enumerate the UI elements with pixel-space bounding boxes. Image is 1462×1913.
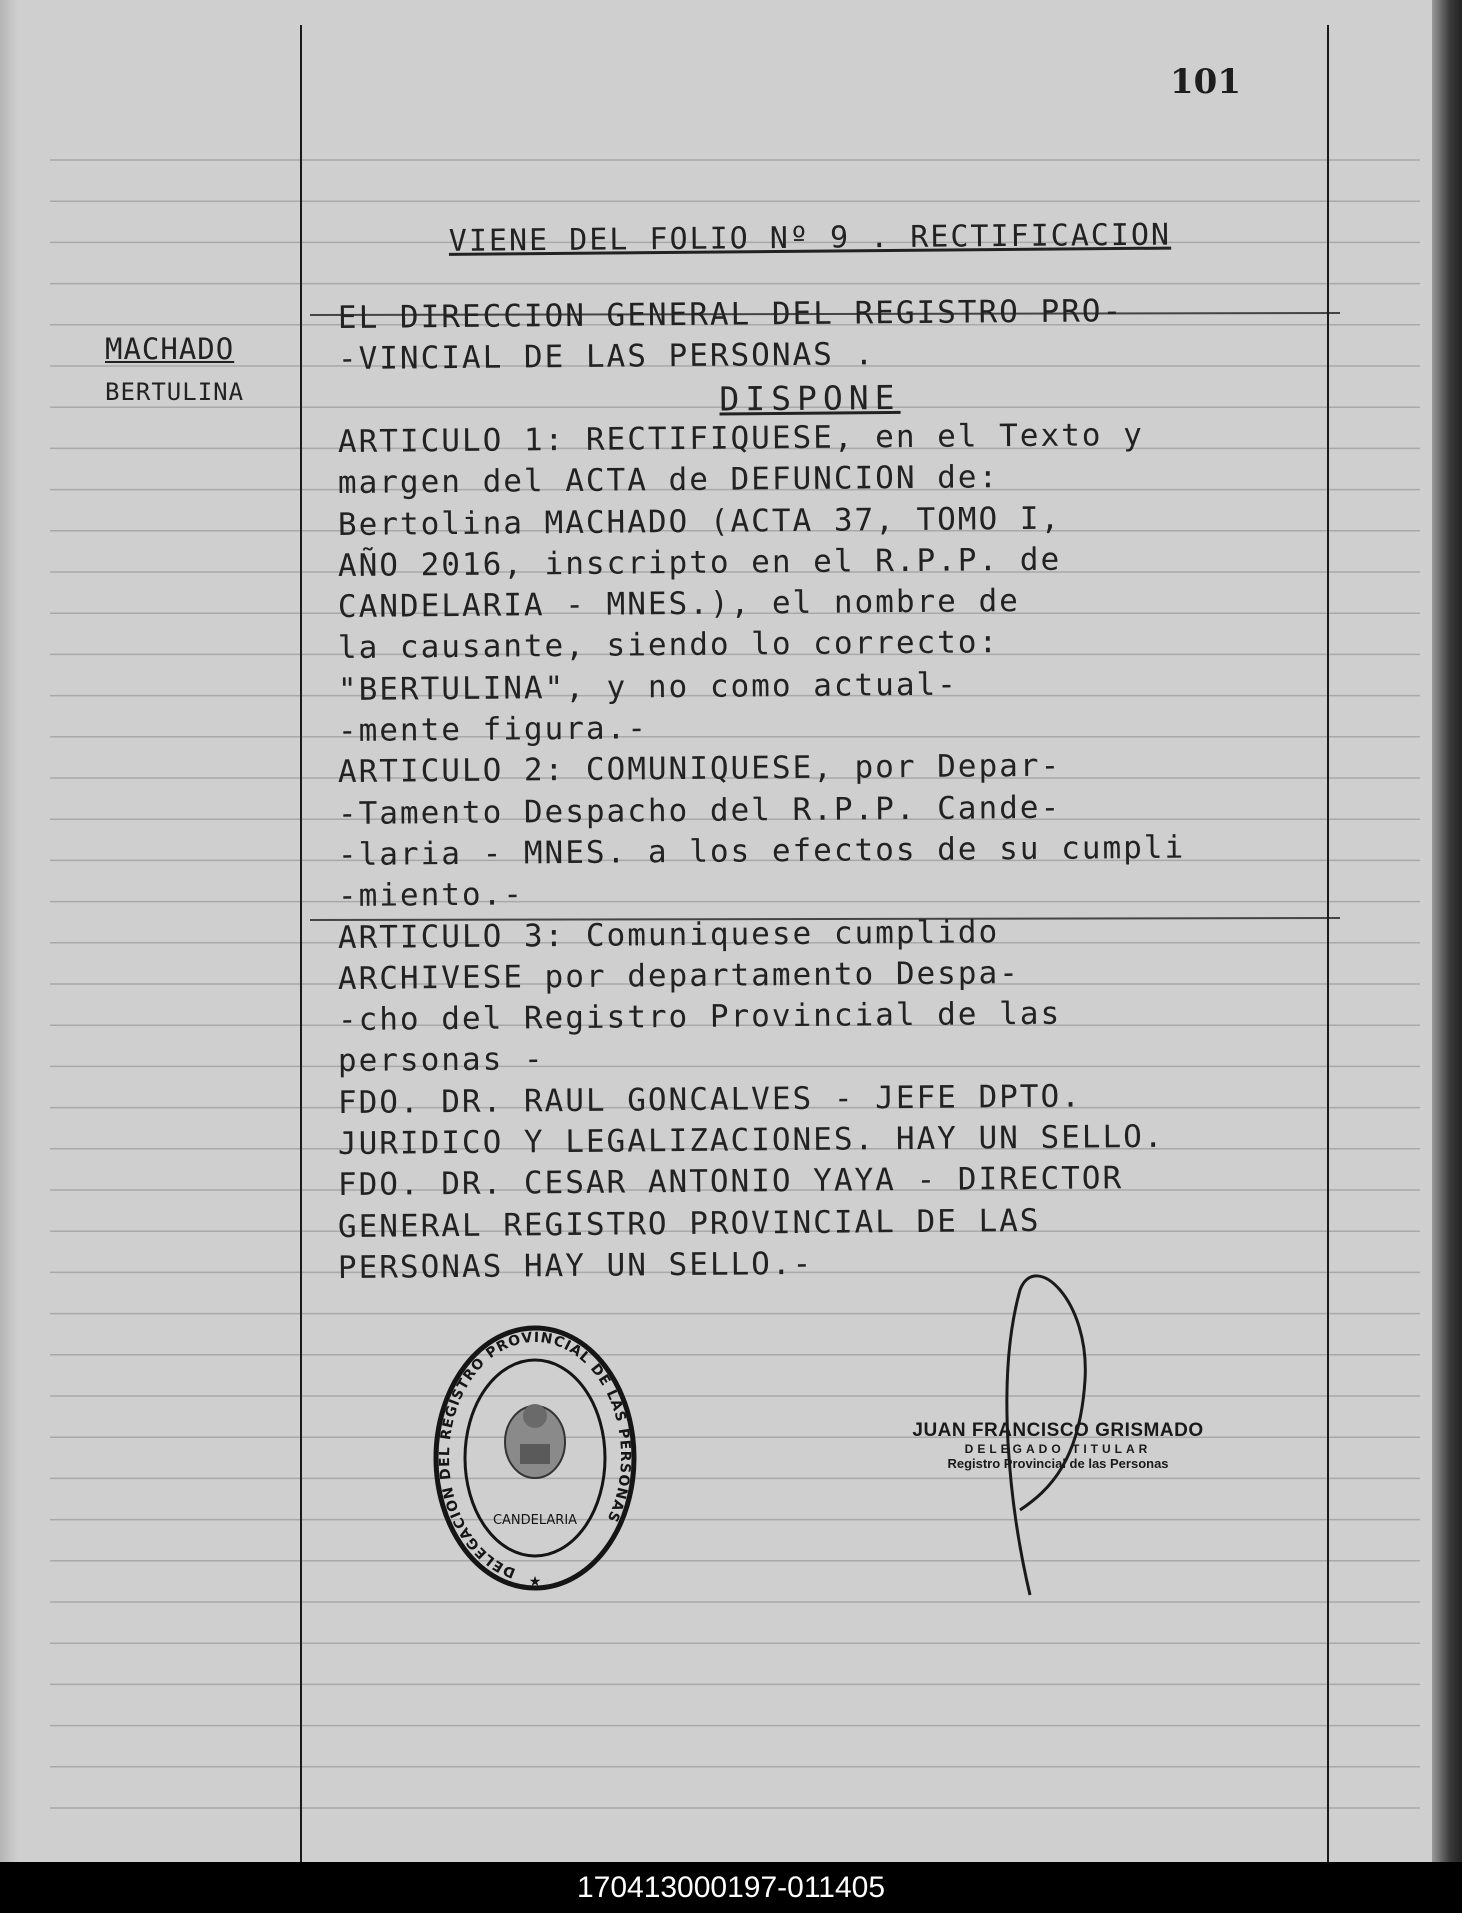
body-line: FDO. DR. RAUL GONCALVES - JEFE DPTO.: [337, 1078, 1082, 1121]
official-seal-stamp: [432, 1324, 638, 1592]
body-line: ARTICULO 1: RECTIFIQUESE, en el Texto y: [337, 416, 1144, 460]
body-line: CANDELARIA - MNES.), el nombre de: [337, 583, 1021, 626]
body-line: -laria - MNES. a los efectos de su cumpli: [337, 829, 1186, 873]
body-line: margen del ACTA de DEFUNCION de:: [337, 459, 1000, 502]
body-line: ARTICULO 3: Comuniquese cumplido: [337, 913, 1000, 956]
coat-of-arms-icon: [505, 1404, 565, 1478]
margin-surname: MACHADO: [105, 332, 235, 366]
seal-outer-text: DELEGACION DEL REGISTRO PROVINCIAL DE LAS PERSONAS: [436, 1329, 634, 1581]
star-icon: ★: [528, 1574, 542, 1590]
body-line: -cho del Registro Provincial de las: [337, 995, 1062, 1039]
body-line: la causante, siendo lo correcto:: [337, 624, 1000, 667]
body-line: -Tamento Despacho del R.P.P. Cande-: [337, 789, 1062, 832]
body-line: AÑO 2016, inscripto en el R.P.P. de: [337, 541, 1062, 584]
body-line: FDO. DR. CESAR ANTONIO YAYA - DIRECTOR: [337, 1160, 1124, 1204]
body-line: ARCHIVESE por departamento Despa-: [337, 954, 1021, 997]
document-id-footer: 170413000197-011405: [0, 1862, 1462, 1913]
body-line: ARTICULO 2: COMUNIQUESE, por Depar-: [337, 747, 1062, 791]
body-line: -VINCIAL DE LAS PERSONAS .: [337, 336, 876, 378]
signature-block: [898, 1420, 1218, 1471]
folio-heading: VIENE DEL FOLIO Nº 9 . RECTIFICACION: [448, 217, 1172, 259]
book-spine: [1432, 0, 1462, 1862]
body-line: Bertolina MACHADO (ACTA 37, TOMO I,: [337, 500, 1062, 543]
margin-rule-left: [300, 25, 302, 1862]
margin-given-name: BERTULINA: [105, 378, 245, 406]
body-line: "BERTULINA", y no como actual-: [337, 666, 959, 708]
body-line: PERSONAS HAY UN SELLO.-: [337, 1245, 814, 1286]
signatory-office: Registro Provincial de las Personas: [947, 1456, 1169, 1471]
seal-inner-text: CANDELARIA: [492, 1513, 578, 1528]
signatory-name: JUAN FRANCISCO GRISMADO: [912, 1420, 1204, 1441]
body-line: personas -: [337, 1041, 545, 1080]
dispone-heading: DISPONE: [719, 377, 901, 419]
signatory-title: DELEGADO TITULAR: [964, 1442, 1152, 1456]
body-line: -mente figura.-: [337, 710, 649, 749]
body-line: JURIDICO Y LEGALIZACIONES. HAY UN SELLO.: [337, 1118, 1165, 1162]
body-line: GENERAL REGISTRO PROVINCIAL DE LAS: [337, 1202, 1041, 1245]
body-line: -miento.-: [337, 876, 525, 915]
page-number: 101: [1170, 62, 1241, 102]
body-line: EL DIRECCION GENERAL DEL REGISTRO PRO-: [337, 293, 1124, 336]
